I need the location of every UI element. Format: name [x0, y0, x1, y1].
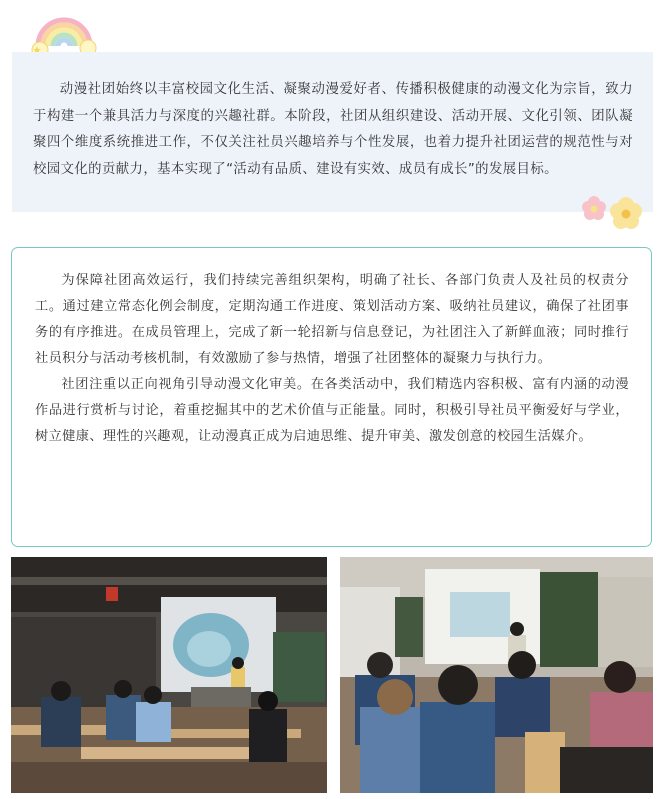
intro-paragraph: 动漫社团始终以丰富校园文化生活、凝聚动漫爱好者、传播积极健康的动漫文化为宗旨，致力于构建一个兼具活力与深度的兴趣社群。本阶段，社团从组织建设、活动开展、文化引领、团队凝聚四个维度系统推进工作，不仅关注社员兴趣培养与个性发展，也着力提升社团运营的规范性与对校园文化的贡献力，基本实现了“活动有品质、建设有实效、成员有成长”的发展目标。 — [33, 82, 633, 177]
paragraph-organization: 为保障社团高效运行，我们持续完善组织架构，明确了社长、各部门负责人及社员的权责分工。通过建立常态化例会制度，定期沟通工作进度、策划活动方案、吸纳社员建议，确保了社团事务的有序推进。在成员管理上，完成了新一轮招新与信息登记，为社团注入了新鲜血液；同时推行社员积分与活动考核机制，有效激励了参与热情，增强了社团整体的凝聚力与执行力。 — [35, 273, 629, 366]
content-box — [11, 247, 652, 547]
activity-photo-left — [11, 557, 327, 793]
paragraph-culture: 社团注重以正向视角引导动漫文化审美。在各类活动中，我们精选内容积极、富有内涵的动漫作品进行赏析与讨论，着重挖掘其中的艺术价值与正能量。同时，积极引导社员平衡爱好与学业，树立健康、理性的兴趣观，让动漫真正成为启迪思维、提升审美、激发创意的校园生活媒介。 — [35, 377, 629, 444]
flower-icon — [578, 194, 648, 230]
intro-box — [12, 52, 653, 212]
activity-photo-right — [340, 557, 653, 793]
